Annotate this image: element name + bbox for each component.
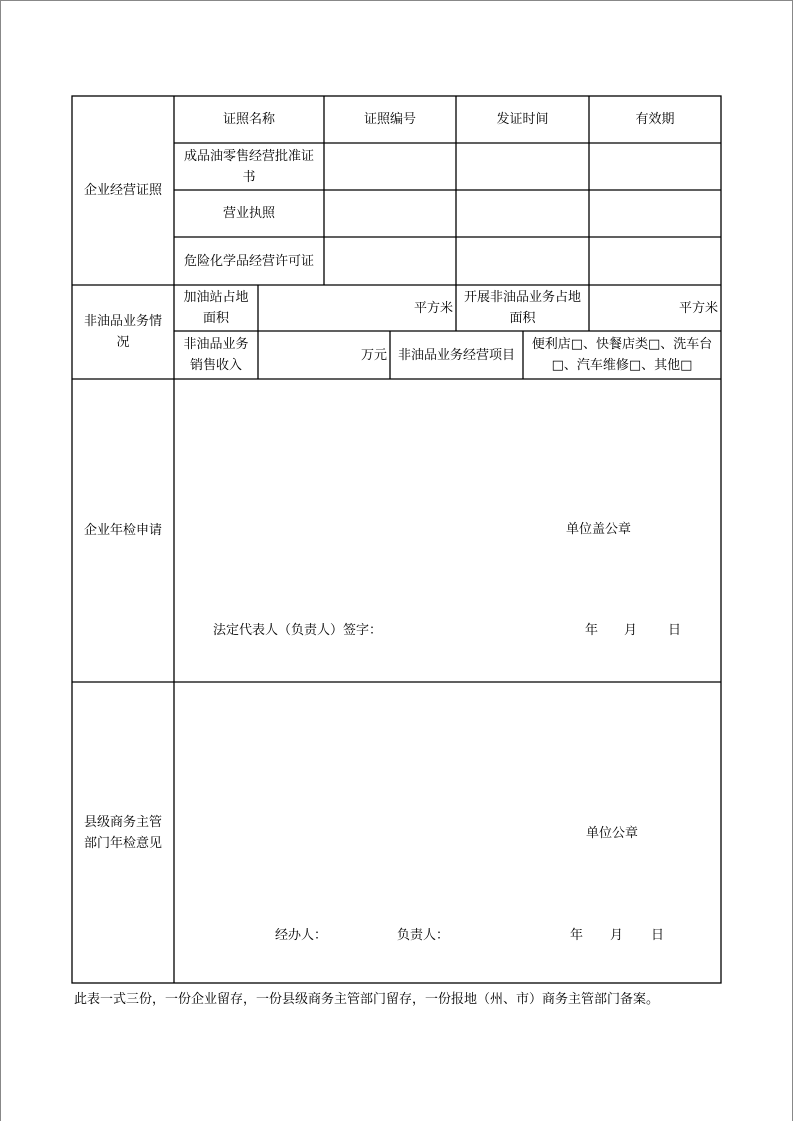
revenue-label: 非油品业务销售收入: [183, 337, 249, 373]
license-header-number: 证照编号: [363, 112, 416, 127]
date-year-label: 年: [585, 623, 599, 638]
date-day-label: 日: [651, 928, 665, 943]
date-year-label: 年: [570, 928, 584, 943]
non-oil-area-input[interactable]: 平方米: [678, 300, 718, 316]
county-opinion-label: 县级商务主管部门年检意见: [83, 814, 162, 851]
license-item-name: 成品油零售经营批准证书: [183, 148, 314, 185]
license-validity-input[interactable]: [589, 143, 721, 190]
responsible-person-label: 负责人：: [397, 928, 450, 943]
station-area-label: 加油站占地面积: [183, 290, 249, 326]
license-issue-date-input[interactable]: [456, 143, 589, 190]
license-validity-input[interactable]: [589, 190, 721, 237]
date-month-label: 月: [624, 623, 638, 638]
footer-note: 此表一式三份，一份企业留存，一份县级商务主管部门留存，一份报地（州、市）商务主管部门备案。: [74, 992, 660, 1007]
license-number-input[interactable]: [324, 190, 456, 237]
license-header-validity: 有效期: [635, 112, 675, 127]
license-header-issue-date: 发证时间: [496, 112, 549, 127]
annual-application-label: 企业年检申请: [83, 523, 162, 538]
license-number-input[interactable]: [324, 143, 456, 190]
non-oil-row-label: 非油品业务情况: [83, 314, 162, 350]
revenue-input[interactable]: 万元: [360, 347, 387, 363]
license-issue-date-input[interactable]: [456, 237, 589, 285]
license-validity-input[interactable]: [589, 237, 721, 285]
license-header-name: 证照名称: [222, 112, 275, 127]
license-row-label: 企业经营证照: [83, 183, 162, 198]
date-month-label: 月: [610, 928, 624, 943]
station-area-input[interactable]: 平方米: [413, 300, 453, 316]
license-item-name: 危险化学品经营许可证: [183, 253, 314, 269]
license-number-input[interactable]: [324, 237, 456, 285]
license-item-name: 营业执照: [222, 206, 275, 221]
handler-label: 经办人：: [275, 928, 328, 943]
date-day-label: 日: [668, 623, 682, 638]
project-label: 非油品业务经营项目: [398, 347, 516, 363]
department-seal-text: 单位公章: [586, 826, 639, 841]
project-options[interactable]: 便利店□、快餐店类□、洗车台□、汽车维修□、其他□: [531, 337, 713, 373]
license-issue-date-input[interactable]: [456, 190, 589, 237]
company-seal-text: 单位盖公章: [566, 522, 632, 537]
non-oil-area-label: 开展非油品业务占地面积: [464, 290, 582, 326]
legal-rep-signature-label: 法定代表人（负责人）签字：: [213, 623, 383, 638]
